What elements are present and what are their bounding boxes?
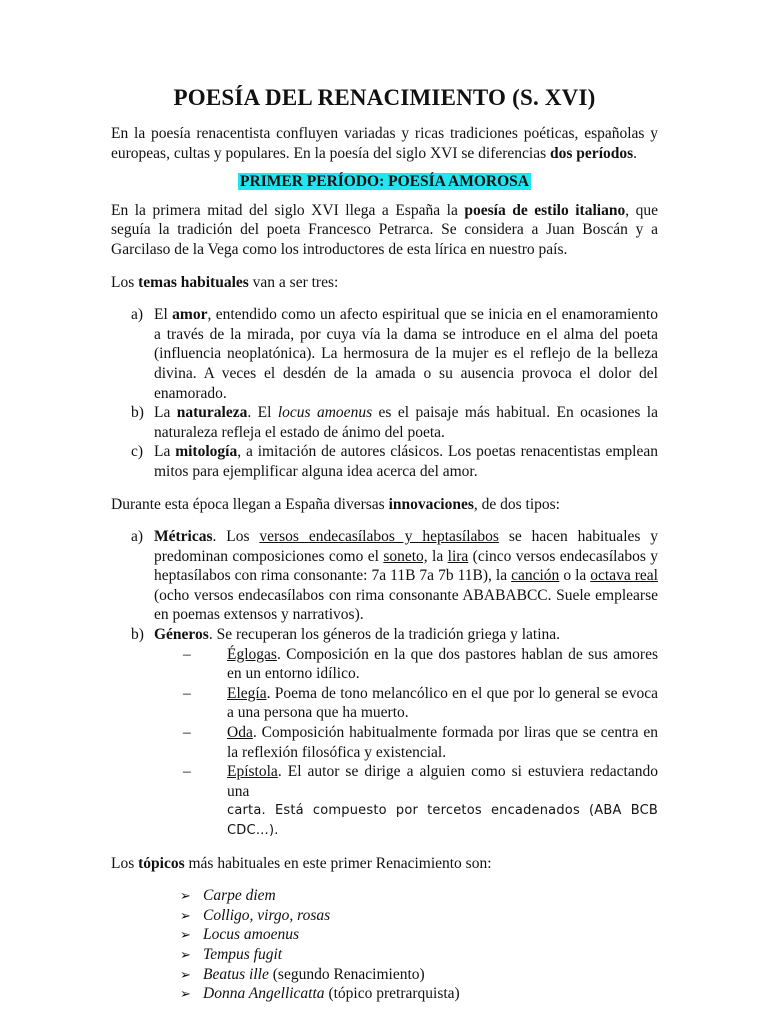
topico-italic: Carpe diem — [203, 887, 276, 905]
arrow-bullet-icon: ➢ — [180, 927, 191, 943]
list-item — [111, 442, 658, 481]
topico-italic: Beatus ille — [203, 965, 269, 983]
generos-list — [111, 645, 658, 841]
topicos-intro-bold: tópicos — [138, 854, 185, 872]
item-text: (cinco versos endecasílabos y heptasílabos con rima consonante: 7a 11B 7a 7b 11B), la — [154, 547, 658, 585]
topico-text: (tópico pretrarquista) — [324, 985, 460, 1003]
genero-item — [111, 723, 658, 762]
genero-item — [111, 684, 658, 723]
item-underline: soneto, — [383, 547, 428, 565]
item-underline: octava real — [590, 567, 658, 585]
topico-item — [111, 925, 658, 945]
item-text: . Los — [212, 528, 260, 546]
list-marker: b) — [131, 404, 144, 422]
topico-italic: Donna Angellicatta — [203, 985, 325, 1003]
item-text-continued: carta. Está compuesto por tercetos encadenados (ABA BCB CDC…). — [227, 803, 658, 838]
temas-intro-c: van a ser tres: — [248, 273, 339, 291]
item-text: . Poema de tono melancólico en el que por lo general se evoca a una persona que ha muerto. — [227, 684, 658, 722]
item-text: . Composición en la que dos pastores hablan de sus amores en un entorno idílico. — [227, 645, 658, 683]
innovaciones-intro — [111, 495, 658, 515]
item-text: La — [154, 404, 177, 422]
item-text: . El — [247, 404, 278, 422]
para-estilo-italiano — [111, 201, 658, 260]
temas-intro — [111, 273, 658, 293]
topico-italic: Tempus fugit — [203, 945, 283, 963]
item-underline: Elegía — [227, 684, 267, 702]
dash-marker: – — [183, 763, 191, 781]
list-marker: b) — [131, 626, 144, 644]
list-marker: a) — [131, 306, 144, 324]
list-item — [111, 305, 658, 403]
topico-item — [111, 984, 658, 1004]
list-item-metricas — [111, 527, 658, 625]
section-heading-row — [111, 172, 658, 192]
arrow-bullet-icon: ➢ — [180, 966, 191, 982]
item-bold: Géneros — [154, 626, 209, 644]
para1-a: En la primera mitad del siglo XVI llega a España la — [111, 201, 465, 219]
topico-text: (segundo Renacimiento) — [268, 965, 425, 983]
item-bold: amor — [172, 306, 208, 324]
item-text: se hacen habituales y predominan composiciones como el — [154, 528, 659, 565]
genero-item — [111, 645, 658, 684]
topico-italic: Colligo, virgo, rosas — [203, 906, 331, 924]
item-text: . Composición habitualmente formada por liras que se centra en la reflexión filosófica y existencial. — [227, 724, 658, 761]
item-text: , a imitación de autores clásicos. Los poetas renacentistas emplean mitos para ejemplificar alguna idea acerca del amor. — [154, 443, 658, 480]
arrow-bullet-icon: ➢ — [180, 888, 191, 904]
item-italic: locus amoenus — [277, 404, 373, 422]
innovaciones-list — [111, 527, 658, 645]
dash-marker: – — [183, 724, 191, 742]
item-text: . Se recuperan los géneros de la tradición griega y latina. — [208, 626, 561, 644]
item-text: La — [154, 443, 176, 461]
item-text: es el paisaje más habitual. En ocasiones la naturaleza refleja el estado de ánimo del poeta. — [154, 404, 658, 441]
genero-item — [111, 762, 658, 840]
temas-intro-a: Los — [111, 273, 139, 291]
arrow-bullet-icon: ➢ — [180, 986, 191, 1002]
item-bold: naturaleza — [176, 404, 248, 422]
intro-end: . — [633, 144, 638, 162]
list-marker: c) — [131, 443, 144, 461]
item-text: o la — [559, 567, 591, 585]
item-bold: mitología — [175, 443, 238, 461]
para1-bold: poesía de estilo italiano — [464, 201, 626, 219]
temas-list — [111, 305, 658, 481]
intro-paragraph — [111, 124, 658, 163]
item-text: El — [154, 306, 173, 324]
item-bold: Métricas — [154, 528, 213, 546]
dash-marker: – — [183, 645, 191, 663]
item-underline: Epístola — [227, 763, 278, 781]
item-text: , entendido como un afecto espiritual que se inicia en el enamoramiento a través de la mirada, por cuya vía la dama se introduce en el alma del poeta (influencia neoplatónica). La hermosura de la mujer es el reflejo de la belleza divina. A veces el desdén de la amada o su ausencia provoca el dolor del enamorado. — [154, 306, 658, 402]
intro-bold: dos períodos — [550, 144, 634, 162]
innov-intro-a: Durante esta época llegan a España diversas — [111, 495, 389, 513]
topico-item — [111, 906, 658, 926]
para1-c: , que seguía la tradición del poeta Francesco Petrarca. Se considera a Juan Boscán y a Garcilaso de la Vega como los introductores de esta lírica en nuestro país. — [111, 201, 658, 258]
intro-text: En la poesía renacentista confluyen variadas y ricas tradiciones poéticas, españolas y europeas, cultas y populares. En la poesía del siglo XVI se diferencias — [111, 125, 658, 162]
topicos-list — [111, 886, 658, 1004]
dash-marker: – — [183, 684, 191, 702]
document-title: POESÍA DEL RENACIMIENTO (S. XVI) — [173, 85, 596, 110]
item-text: la — [427, 547, 448, 565]
innov-intro-c: , de dos tipos: — [473, 495, 560, 513]
document-body — [111, 84, 658, 1004]
topicos-intro-c: más habituales en este primer Renacimiento son: — [184, 854, 492, 872]
item-text: . El autor se dirige a alguien como si estuviera redactando una — [227, 763, 658, 800]
item-underline: Églogas — [227, 645, 277, 663]
list-marker: a) — [131, 528, 144, 546]
section-heading: PRIMER PERÍODO: POESÍA AMOROSA — [240, 173, 529, 191]
item-text: (ocho versos endecasílabos con rima consonante ABABABCC. Suele emplearse en poemas extensos y narrativos). — [154, 586, 658, 624]
arrow-bullet-icon: ➢ — [180, 907, 191, 923]
innov-intro-bold: innovaciones — [388, 495, 474, 513]
topico-item — [111, 965, 658, 985]
topico-item — [111, 945, 658, 965]
topico-italic: Locus amoenus — [203, 926, 300, 944]
list-item — [111, 403, 658, 442]
list-item-generos — [111, 625, 658, 645]
item-underline: Oda — [227, 724, 253, 742]
item-underline: versos endecasílabos y heptasílabos — [259, 528, 499, 546]
topico-item — [111, 886, 658, 906]
temas-intro-bold: temas habituales — [138, 273, 249, 291]
topicos-intro-a: Los — [111, 854, 139, 872]
item-underline: lira — [447, 547, 469, 565]
item-underline: canción — [511, 567, 560, 585]
arrow-bullet-icon: ➢ — [180, 946, 191, 962]
topicos-intro — [111, 854, 658, 874]
